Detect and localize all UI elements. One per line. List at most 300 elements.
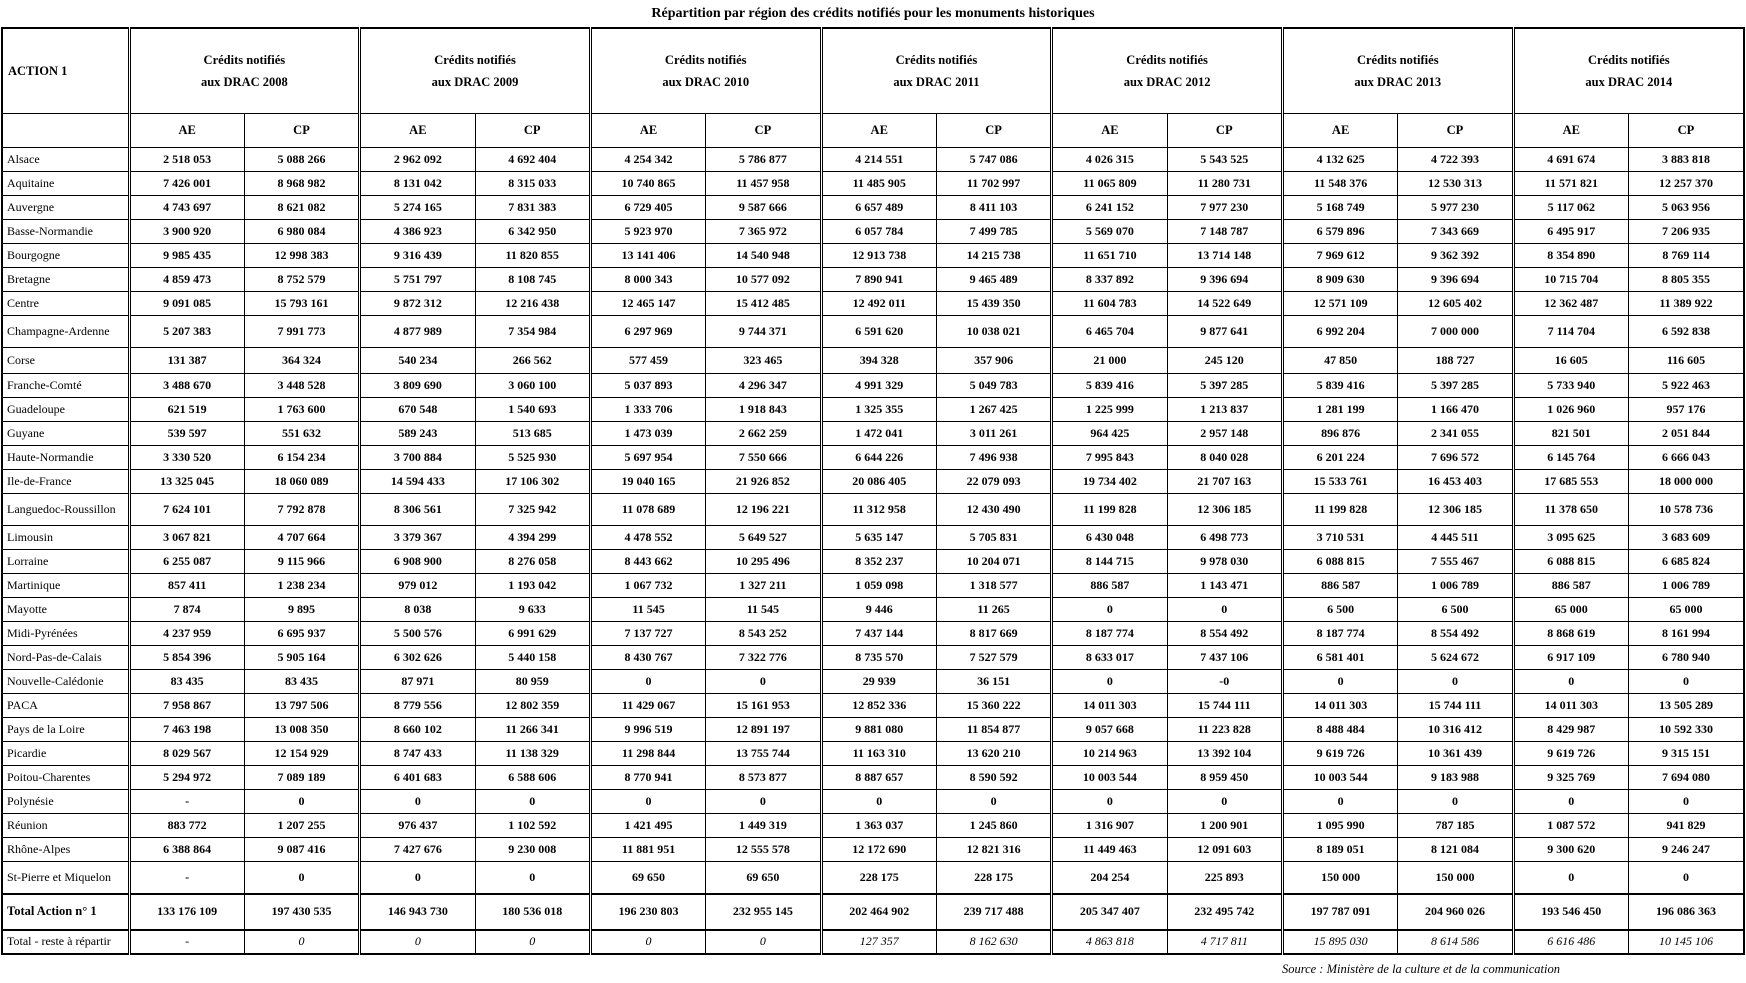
total-value-cell: 239 717 488: [936, 894, 1051, 930]
value-cell: 8 747 433: [360, 742, 475, 766]
value-cell: 228 175: [821, 862, 936, 894]
value-cell: 14 011 303: [1282, 694, 1397, 718]
remainder-label: Total - reste à répartir: [2, 930, 129, 954]
value-cell: 621 519: [129, 398, 244, 422]
value-cell: 3 060 100: [475, 374, 590, 398]
value-cell: 6 729 405: [590, 196, 705, 220]
value-cell: 10 204 071: [936, 550, 1051, 574]
value-cell: 5 037 893: [590, 374, 705, 398]
value-cell: 87 971: [360, 670, 475, 694]
value-cell: 7 550 666: [706, 446, 821, 470]
value-cell: 6 088 815: [1282, 550, 1397, 574]
value-cell: 8 337 892: [1052, 268, 1167, 292]
value-cell: 0: [706, 790, 821, 814]
value-cell: 0: [1052, 670, 1167, 694]
value-cell: 83 435: [244, 670, 359, 694]
table-row: [2, 494, 1744, 526]
value-cell: 6 401 683: [360, 766, 475, 790]
value-cell: 670 548: [360, 398, 475, 422]
table-row: [2, 172, 1744, 196]
value-cell: 540 234: [360, 348, 475, 374]
region-name: Champagne-Ardenne: [2, 316, 129, 348]
value-cell: -: [129, 790, 244, 814]
value-cell: 7 696 572: [1398, 446, 1513, 470]
value-cell: 8 543 252: [706, 622, 821, 646]
value-cell: 15 439 350: [936, 292, 1051, 316]
value-cell: 69 650: [706, 862, 821, 894]
value-cell: 5 751 797: [360, 268, 475, 292]
remainder-value-cell: 10 145 106: [1628, 930, 1744, 954]
value-cell: 8 621 082: [244, 196, 359, 220]
value-cell: 8 735 570: [821, 646, 936, 670]
value-cell: 8 411 103: [936, 196, 1051, 220]
value-cell: 1 325 355: [821, 398, 936, 422]
region-name: St-Pierre et Miquelon: [2, 862, 129, 894]
value-cell: 4 691 674: [1513, 148, 1628, 172]
value-cell: 21 707 163: [1167, 470, 1282, 494]
value-cell: 9 115 966: [244, 550, 359, 574]
value-cell: 0: [1628, 790, 1744, 814]
value-cell: 11 449 463: [1052, 838, 1167, 862]
year-group-2012: [1052, 28, 1283, 114]
region-name: Rhône-Alpes: [2, 838, 129, 862]
remainder-value-cell: 0: [475, 930, 590, 954]
value-cell: 7 496 938: [936, 446, 1051, 470]
value-cell: 5 705 831: [936, 526, 1051, 550]
table-row: [2, 862, 1744, 894]
value-cell: 10 577 092: [706, 268, 821, 292]
value-cell: 10 295 496: [706, 550, 821, 574]
remainder-value-cell: 0: [590, 930, 705, 954]
value-cell: 150 000: [1282, 862, 1397, 894]
value-cell: 1 316 907: [1052, 814, 1167, 838]
value-cell: 0: [1282, 670, 1397, 694]
region-name: Nord-Pas-de-Calais: [2, 646, 129, 670]
value-cell: 11 457 958: [706, 172, 821, 196]
value-cell: 11 545: [706, 598, 821, 622]
cp-header: CP: [1398, 114, 1513, 148]
region-name: Nouvelle-Calédonie: [2, 670, 129, 694]
value-cell: 1 006 789: [1398, 574, 1513, 598]
value-cell: 8 769 114: [1628, 244, 1744, 268]
value-cell: 9 619 726: [1513, 742, 1628, 766]
value-cell: 12 571 109: [1282, 292, 1397, 316]
value-cell: 16 453 403: [1398, 470, 1513, 494]
value-cell: 1 540 693: [475, 398, 590, 422]
value-cell: 8 121 084: [1398, 838, 1513, 862]
value-cell: 1 087 572: [1513, 814, 1628, 838]
table-row: [2, 838, 1744, 862]
value-cell: 12 465 147: [590, 292, 705, 316]
group-line2: aux DRAC 2010: [662, 75, 750, 89]
value-cell: 6 592 838: [1628, 316, 1744, 348]
value-cell: 0: [1052, 790, 1167, 814]
value-cell: 228 175: [936, 862, 1051, 894]
value-cell: 3 011 261: [936, 422, 1051, 446]
remainder-value-cell: 0: [360, 930, 475, 954]
value-cell: 19 734 402: [1052, 470, 1167, 494]
value-cell: 9 587 666: [706, 196, 821, 220]
value-cell: 5 500 576: [360, 622, 475, 646]
value-cell: 1 421 495: [590, 814, 705, 838]
value-cell: 4 214 551: [821, 148, 936, 172]
value-cell: 8 352 237: [821, 550, 936, 574]
region-name: Polynésie: [2, 790, 129, 814]
total-value-cell: 193 546 450: [1513, 894, 1628, 930]
value-cell: 7 365 972: [706, 220, 821, 244]
table-row: [2, 292, 1744, 316]
value-cell: 5 854 396: [129, 646, 244, 670]
table-row: [2, 316, 1744, 348]
value-cell: 15 744 111: [1398, 694, 1513, 718]
value-cell: 8 189 051: [1282, 838, 1397, 862]
value-cell: 0: [821, 790, 936, 814]
value-cell: 9 325 769: [1513, 766, 1628, 790]
value-cell: 11 138 329: [475, 742, 590, 766]
year-group-2008: [129, 28, 360, 114]
value-cell: 0: [706, 670, 821, 694]
value-cell: 11 312 958: [821, 494, 936, 526]
value-cell: 266 562: [475, 348, 590, 374]
total-value-cell: 197 430 535: [244, 894, 359, 930]
value-cell: 8 633 017: [1052, 646, 1167, 670]
value-cell: 11 163 310: [821, 742, 936, 766]
cp-header: CP: [936, 114, 1051, 148]
value-cell: 15 412 485: [706, 292, 821, 316]
value-cell: 7 437 106: [1167, 646, 1282, 670]
value-cell: 0: [590, 670, 705, 694]
value-cell: 4 478 552: [590, 526, 705, 550]
value-cell: 15 161 953: [706, 694, 821, 718]
value-cell: 5 294 972: [129, 766, 244, 790]
value-cell: 4 296 347: [706, 374, 821, 398]
value-cell: 5 905 164: [244, 646, 359, 670]
table-row: [2, 574, 1744, 598]
value-cell: 5 117 062: [1513, 196, 1628, 220]
region-name: Guadeloupe: [2, 398, 129, 422]
value-cell: 5 747 086: [936, 148, 1051, 172]
value-cell: 9 633: [475, 598, 590, 622]
value-cell: 6 495 917: [1513, 220, 1628, 244]
group-line2: aux DRAC 2013: [1354, 75, 1442, 89]
value-cell: 11 378 650: [1513, 494, 1628, 526]
value-cell: 11 199 828: [1282, 494, 1397, 526]
value-cell: 7 206 935: [1628, 220, 1744, 244]
value-cell: 1 143 471: [1167, 574, 1282, 598]
value-cell: 3 809 690: [360, 374, 475, 398]
value-cell: 2 662 259: [706, 422, 821, 446]
value-cell: 0: [1167, 790, 1282, 814]
value-cell: 9 465 489: [936, 268, 1051, 292]
value-cell: 11 820 855: [475, 244, 590, 268]
value-cell: 8 276 058: [475, 550, 590, 574]
value-cell: 14 011 303: [1052, 694, 1167, 718]
value-cell: 20 086 405: [821, 470, 936, 494]
value-cell: 13 325 045: [129, 470, 244, 494]
value-cell: 8 573 877: [706, 766, 821, 790]
value-cell: 9 396 694: [1167, 268, 1282, 292]
value-cell: 11 571 821: [1513, 172, 1628, 196]
value-cell: 8 306 561: [360, 494, 475, 526]
region-name: PACA: [2, 694, 129, 718]
value-cell: 8 887 657: [821, 766, 936, 790]
value-cell: 13 714 148: [1167, 244, 1282, 268]
value-cell: 1 918 843: [706, 398, 821, 422]
value-cell: 8 108 745: [475, 268, 590, 292]
remainder-value-cell: 4 863 818: [1052, 930, 1167, 954]
value-cell: 12 852 336: [821, 694, 936, 718]
value-cell: 8 817 669: [936, 622, 1051, 646]
region-name: Alsace: [2, 148, 129, 172]
value-cell: 0: [244, 862, 359, 894]
value-cell: 8 590 592: [936, 766, 1051, 790]
value-cell: 883 772: [129, 814, 244, 838]
table-row: [2, 718, 1744, 742]
table-row: [2, 422, 1744, 446]
value-cell: 539 597: [129, 422, 244, 446]
value-cell: 5 977 230: [1398, 196, 1513, 220]
total-value-cell: 146 943 730: [360, 894, 475, 930]
value-cell: 6 980 084: [244, 220, 359, 244]
value-cell: 150 000: [1398, 862, 1513, 894]
year-group-2009: [360, 28, 591, 114]
value-cell: 4 692 404: [475, 148, 590, 172]
value-cell: 7 958 867: [129, 694, 244, 718]
value-cell: 8 554 492: [1398, 622, 1513, 646]
value-cell: 18 060 089: [244, 470, 359, 494]
value-cell: 7 555 467: [1398, 550, 1513, 574]
value-cell: 2 957 148: [1167, 422, 1282, 446]
region-name: Picardie: [2, 742, 129, 766]
value-cell: 3 683 609: [1628, 526, 1744, 550]
region-name: Lorraine: [2, 550, 129, 574]
table-row: [2, 742, 1744, 766]
value-cell: 9 877 641: [1167, 316, 1282, 348]
value-cell: 8 968 982: [244, 172, 359, 196]
remainder-value-cell: 6 616 486: [1513, 930, 1628, 954]
value-cell: 11 223 828: [1167, 718, 1282, 742]
remainder-value-cell: 8 614 586: [1398, 930, 1513, 954]
value-cell: 5 649 527: [706, 526, 821, 550]
value-cell: 6 666 043: [1628, 446, 1744, 470]
value-cell: 323 465: [706, 348, 821, 374]
value-cell: 4 026 315: [1052, 148, 1167, 172]
value-cell: 11 298 844: [590, 742, 705, 766]
value-cell: 7 137 727: [590, 622, 705, 646]
value-cell: 7 969 612: [1282, 244, 1397, 268]
value-cell: 0: [1398, 790, 1513, 814]
value-cell: 589 243: [360, 422, 475, 446]
value-cell: 7 089 189: [244, 766, 359, 790]
value-cell: 8 144 715: [1052, 550, 1167, 574]
value-cell: 896 876: [1282, 422, 1397, 446]
value-cell: 11 199 828: [1052, 494, 1167, 526]
value-cell: 6 579 896: [1282, 220, 1397, 244]
value-cell: 1 095 990: [1282, 814, 1397, 838]
value-cell: 5 207 383: [129, 316, 244, 348]
region-name: Réunion: [2, 814, 129, 838]
group-line2: aux DRAC 2014: [1585, 75, 1673, 89]
value-cell: 4 722 393: [1398, 148, 1513, 172]
value-cell: 12 362 487: [1513, 292, 1628, 316]
value-cell: 12 555 578: [706, 838, 821, 862]
value-cell: 7 995 843: [1052, 446, 1167, 470]
value-cell: 8 752 579: [244, 268, 359, 292]
value-cell: 10 740 865: [590, 172, 705, 196]
value-cell: 1 327 211: [706, 574, 821, 598]
value-cell: 8 038: [360, 598, 475, 622]
value-cell: 7 831 383: [475, 196, 590, 220]
value-cell: 821 501: [1513, 422, 1628, 446]
value-cell: 10 361 439: [1398, 742, 1513, 766]
value-cell: 11 280 731: [1167, 172, 1282, 196]
value-cell: 8 315 033: [475, 172, 590, 196]
value-cell: 957 176: [1628, 398, 1744, 422]
value-cell: 8 443 662: [590, 550, 705, 574]
value-cell: 886 587: [1282, 574, 1397, 598]
total-label: Total Action n° 1: [2, 894, 129, 930]
value-cell: 3 095 625: [1513, 526, 1628, 550]
region-name: Poitou-Charentes: [2, 766, 129, 790]
value-cell: 4 445 511: [1398, 526, 1513, 550]
value-cell: 8 187 774: [1282, 622, 1397, 646]
value-cell: 4 877 989: [360, 316, 475, 348]
cp-header: CP: [706, 114, 821, 148]
table-row: [2, 348, 1744, 374]
value-cell: 12 802 359: [475, 694, 590, 718]
value-cell: 8 770 941: [590, 766, 705, 790]
value-cell: 5 088 266: [244, 148, 359, 172]
value-cell: 6 498 773: [1167, 526, 1282, 550]
value-cell: 14 540 948: [706, 244, 821, 268]
value-cell: 4 394 299: [475, 526, 590, 550]
value-cell: 245 120: [1167, 348, 1282, 374]
value-cell: 6 591 620: [821, 316, 936, 348]
region-name: Aquitaine: [2, 172, 129, 196]
value-cell: 3 900 920: [129, 220, 244, 244]
value-cell: 8 660 102: [360, 718, 475, 742]
value-cell: 36 151: [936, 670, 1051, 694]
value-cell: 12 172 690: [821, 838, 936, 862]
value-cell: 8 000 343: [590, 268, 705, 292]
value-cell: 8 029 567: [129, 742, 244, 766]
value-cell: 21 000: [1052, 348, 1167, 374]
value-cell: 7 463 198: [129, 718, 244, 742]
cp-header: CP: [1167, 114, 1282, 148]
value-cell: 6 342 950: [475, 220, 590, 244]
total-value-cell: 202 464 902: [821, 894, 936, 930]
value-cell: 13 505 289: [1628, 694, 1744, 718]
total-value-cell: 180 536 018: [475, 894, 590, 930]
value-cell: 5 733 940: [1513, 374, 1628, 398]
value-cell: 9 300 620: [1513, 838, 1628, 862]
value-cell: 8 868 619: [1513, 622, 1628, 646]
value-cell: 7 354 984: [475, 316, 590, 348]
table-row: [2, 790, 1744, 814]
value-cell: 1 193 042: [475, 574, 590, 598]
value-cell: 5 839 416: [1052, 374, 1167, 398]
value-cell: 18 000 000: [1628, 470, 1744, 494]
value-cell: 3 710 531: [1282, 526, 1397, 550]
sub-header-row: [2, 114, 1744, 148]
total-value-cell: 197 787 091: [1282, 894, 1397, 930]
value-cell: 1 006 789: [1628, 574, 1744, 598]
region-name: Franche-Comté: [2, 374, 129, 398]
value-cell: 15 793 161: [244, 292, 359, 316]
value-cell: 9 362 392: [1398, 244, 1513, 268]
value-cell: 0: [1282, 790, 1397, 814]
value-cell: 8 779 556: [360, 694, 475, 718]
remainder-value-cell: 8 162 630: [936, 930, 1051, 954]
value-cell: 9 446: [821, 598, 936, 622]
value-cell: 9 315 151: [1628, 742, 1744, 766]
value-cell: 0: [1628, 862, 1744, 894]
value-cell: 9 087 416: [244, 838, 359, 862]
cp-header: CP: [1628, 114, 1744, 148]
value-cell: 11 702 997: [936, 172, 1051, 196]
group-line1: Crédits notifiés: [1356, 52, 1439, 67]
value-cell: 4 859 473: [129, 268, 244, 292]
group-line2: aux DRAC 2012: [1123, 75, 1211, 89]
value-cell: 11 065 809: [1052, 172, 1167, 196]
value-cell: 5 697 954: [590, 446, 705, 470]
value-cell: 5 923 970: [590, 220, 705, 244]
region-name: Corse: [2, 348, 129, 374]
value-cell: 6 917 109: [1513, 646, 1628, 670]
value-cell: 7 000 000: [1398, 316, 1513, 348]
value-cell: 11 266 341: [475, 718, 590, 742]
value-cell: 1 102 592: [475, 814, 590, 838]
value-cell: 0: [475, 862, 590, 894]
ae-header: AE: [1513, 114, 1628, 148]
value-cell: 6 685 824: [1628, 550, 1744, 574]
value-cell: 65 000: [1513, 598, 1628, 622]
value-cell: 7 624 101: [129, 494, 244, 526]
value-cell: 0: [1167, 598, 1282, 622]
value-cell: 10 038 021: [936, 316, 1051, 348]
value-cell: 11 265: [936, 598, 1051, 622]
value-cell: 11 651 710: [1052, 244, 1167, 268]
table-row: [2, 550, 1744, 574]
value-cell: 12 257 370: [1628, 172, 1744, 196]
table-row: [2, 622, 1744, 646]
year-group-2014: [1513, 28, 1744, 114]
empty-corner-cell: [2, 114, 129, 148]
value-cell: 9 985 435: [129, 244, 244, 268]
value-cell: 394 328: [821, 348, 936, 374]
group-line2: aux DRAC 2009: [431, 75, 519, 89]
value-cell: 577 459: [590, 348, 705, 374]
value-cell: 19 040 165: [590, 470, 705, 494]
value-cell: 551 632: [244, 422, 359, 446]
table-row: [2, 220, 1744, 244]
remainder-value-cell: 127 357: [821, 930, 936, 954]
region-name: Martinique: [2, 574, 129, 598]
region-name: Auvergne: [2, 196, 129, 220]
value-cell: 7 874: [129, 598, 244, 622]
value-cell: 8 430 767: [590, 646, 705, 670]
total-value-cell: 196 086 363: [1628, 894, 1744, 930]
value-cell: 6 302 626: [360, 646, 475, 670]
value-cell: 10 316 412: [1398, 718, 1513, 742]
value-cell: 3 883 818: [1628, 148, 1744, 172]
value-cell: 0: [1513, 862, 1628, 894]
value-cell: 5 525 930: [475, 446, 590, 470]
remainder-value-cell: 0: [706, 930, 821, 954]
value-cell: 6 780 940: [1628, 646, 1744, 670]
total-value-cell: 205 347 407: [1052, 894, 1167, 930]
value-cell: 3 330 520: [129, 446, 244, 470]
